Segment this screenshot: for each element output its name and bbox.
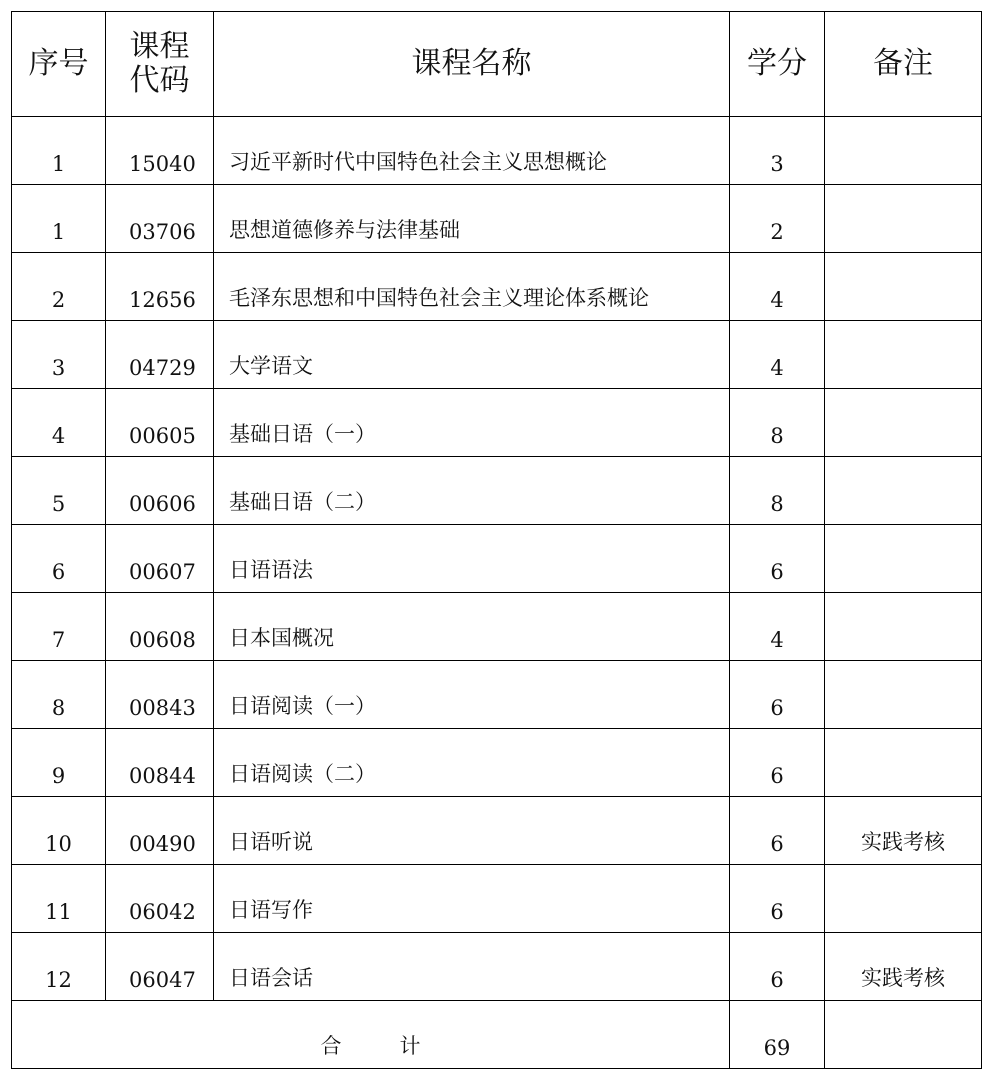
row-note (825, 185, 982, 253)
row-name: 思想道德修养与法律基础 (214, 185, 730, 253)
row-credit: 8 (730, 389, 825, 457)
table-row (12, 253, 982, 321)
row-credit: 2 (730, 185, 825, 253)
row-note (825, 457, 982, 525)
row-name: 日语会话 (214, 933, 730, 1001)
row-name: 日语写作 (214, 865, 730, 933)
row-credit: 6 (730, 729, 825, 797)
row-credit: 4 (730, 593, 825, 661)
row-num: 8 (12, 661, 106, 729)
row-name: 日语阅读（二） (214, 729, 730, 797)
row-name: 大学语文 (214, 321, 730, 389)
row-code: 04729 (106, 321, 214, 389)
table-row (12, 865, 982, 933)
table-row (12, 525, 982, 593)
row-code: 03706 (106, 185, 214, 253)
row-credit: 8 (730, 457, 825, 525)
header-note: 备注 (825, 12, 982, 117)
table-row (12, 797, 982, 865)
header-code-line2: 代码 (129, 63, 190, 98)
table-row (12, 729, 982, 797)
table-row (12, 593, 982, 661)
row-num: 2 (12, 253, 106, 321)
course-table (11, 11, 982, 1069)
row-code: 00605 (106, 389, 214, 457)
row-code: 00608 (106, 593, 214, 661)
header-credit: 学分 (730, 12, 825, 117)
row-credit: 6 (730, 797, 825, 865)
row-num: 1 (12, 185, 106, 253)
row-code: 00844 (106, 729, 214, 797)
row-credit: 6 (730, 525, 825, 593)
header-code-line1: 课程 (129, 29, 190, 64)
total-label-part1: 合 (320, 1034, 342, 1058)
row-note (825, 253, 982, 321)
row-note: 实践考核 (825, 933, 982, 1001)
row-num: 12 (12, 933, 106, 1001)
row-num: 1 (12, 117, 106, 185)
row-note (825, 321, 982, 389)
row-code: 00843 (106, 661, 214, 729)
row-credit: 4 (730, 321, 825, 389)
row-code: 06042 (106, 865, 214, 933)
row-credit: 3 (730, 117, 825, 185)
row-num: 11 (12, 865, 106, 933)
total-credit: 69 (730, 1001, 825, 1069)
row-note (825, 865, 982, 933)
row-name: 日本国概况 (214, 593, 730, 661)
row-code: 12656 (106, 253, 214, 321)
row-credit: 6 (730, 865, 825, 933)
row-num: 5 (12, 457, 106, 525)
row-num: 3 (12, 321, 106, 389)
table-row (12, 321, 982, 389)
row-num: 9 (12, 729, 106, 797)
row-num: 4 (12, 389, 106, 457)
row-num: 10 (12, 797, 106, 865)
row-note: 实践考核 (825, 797, 982, 865)
table-row (12, 661, 982, 729)
row-code: 00607 (106, 525, 214, 593)
header-name: 课程名称 (214, 12, 730, 117)
row-note (825, 593, 982, 661)
row-name: 日语听说 (214, 797, 730, 865)
total-label (12, 1001, 730, 1069)
row-num: 6 (12, 525, 106, 593)
row-code: 00606 (106, 457, 214, 525)
table-header-row (12, 12, 982, 117)
total-row (12, 1001, 982, 1069)
table-row (12, 389, 982, 457)
row-name: 习近平新时代中国特色社会主义思想概论 (214, 117, 730, 185)
row-code: 06047 (106, 933, 214, 1001)
row-note (825, 525, 982, 593)
row-name: 基础日语（二） (214, 457, 730, 525)
header-code (106, 12, 214, 117)
row-credit: 4 (730, 253, 825, 321)
row-name: 毛泽东思想和中国特色社会主义理论体系概论 (214, 253, 730, 321)
row-note (825, 117, 982, 185)
row-credit: 6 (730, 661, 825, 729)
total-label-part2: 计 (399, 1034, 421, 1058)
row-note (825, 661, 982, 729)
row-name: 基础日语（一） (214, 389, 730, 457)
table-row (12, 933, 982, 1001)
row-code: 15040 (106, 117, 214, 185)
row-num: 7 (12, 593, 106, 661)
row-code: 00490 (106, 797, 214, 865)
row-name: 日语语法 (214, 525, 730, 593)
header-num: 序号 (12, 12, 106, 117)
table-row (12, 457, 982, 525)
table-row (12, 185, 982, 253)
row-note (825, 389, 982, 457)
row-credit: 6 (730, 933, 825, 1001)
table-row (12, 117, 982, 185)
row-name: 日语阅读（一） (214, 661, 730, 729)
row-note (825, 729, 982, 797)
total-note (825, 1001, 982, 1069)
